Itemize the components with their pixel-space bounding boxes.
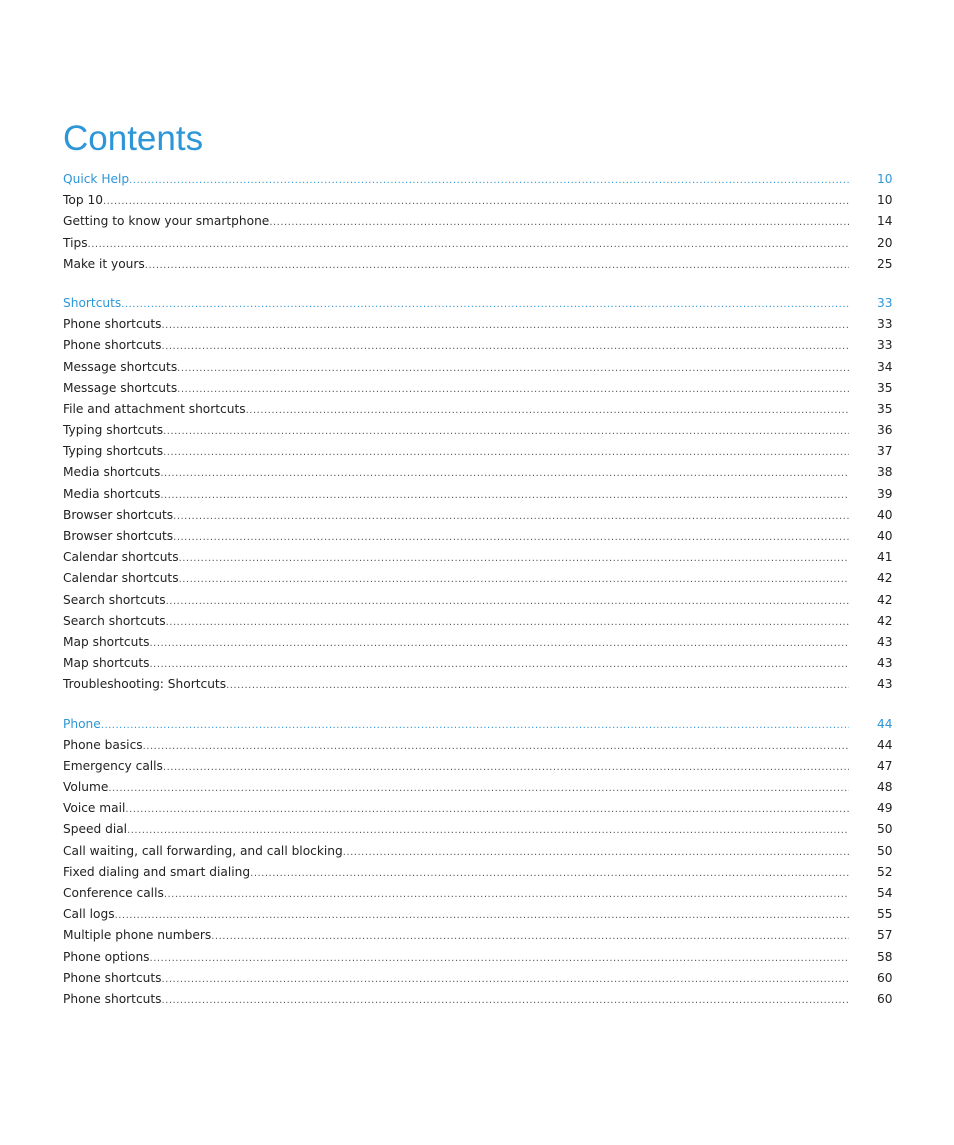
toc-entry-label: Speed dial bbox=[63, 822, 128, 837]
toc-entry[interactable] bbox=[63, 254, 891, 275]
dot-leader bbox=[250, 863, 849, 884]
dot-leader bbox=[343, 842, 849, 863]
toc-entry[interactable] bbox=[63, 756, 891, 777]
dot-leader bbox=[269, 212, 849, 233]
toc-entry[interactable] bbox=[63, 441, 891, 462]
toc-entry-page-number: 35 bbox=[877, 380, 893, 395]
toc-entry-page-number: 34 bbox=[877, 359, 893, 374]
toc-entry-label: Voice mail bbox=[63, 801, 126, 816]
toc-entry-page-number: 60 bbox=[877, 991, 893, 1006]
dot-leader bbox=[101, 715, 849, 736]
toc-entry[interactable] bbox=[63, 462, 891, 483]
toc-entry-page-number: 41 bbox=[877, 550, 893, 565]
toc-entry-label: Top 10 bbox=[63, 193, 103, 208]
dot-leader bbox=[150, 948, 849, 969]
toc-entry[interactable] bbox=[63, 632, 891, 653]
toc-entry[interactable] bbox=[63, 904, 891, 925]
toc-entry-page-number: 57 bbox=[877, 928, 893, 943]
toc-entry-label: Tips bbox=[63, 235, 88, 250]
toc-heading-label: Quick Help bbox=[63, 172, 130, 186]
toc-entry[interactable] bbox=[63, 735, 891, 756]
toc-section bbox=[63, 169, 891, 275]
toc-entry-label: Browser shortcuts bbox=[63, 507, 174, 522]
toc-entry-label: Conference calls bbox=[63, 886, 164, 900]
toc-entry[interactable] bbox=[63, 505, 891, 526]
dot-leader bbox=[127, 820, 849, 841]
toc-entry[interactable] bbox=[63, 819, 891, 840]
toc-entry-label: Phone shortcuts bbox=[63, 970, 162, 985]
dot-leader bbox=[121, 294, 849, 315]
toc-heading-label: Shortcuts bbox=[63, 295, 122, 310]
toc-entry-label: Media shortcuts bbox=[63, 465, 161, 480]
toc-entry[interactable] bbox=[63, 526, 891, 547]
page-title: Contents bbox=[63, 119, 204, 158]
dot-leader bbox=[179, 569, 849, 590]
dot-leader bbox=[173, 527, 849, 548]
toc-section-heading[interactable] bbox=[63, 169, 891, 190]
toc-entry-page-number: 40 bbox=[877, 529, 893, 543]
dot-leader bbox=[145, 255, 849, 276]
toc-entry-page-number: 49 bbox=[877, 801, 893, 816]
toc-entry-page-number: 39 bbox=[877, 486, 893, 501]
dot-leader bbox=[177, 358, 849, 379]
toc-entry-label: Map shortcuts bbox=[63, 634, 150, 649]
toc-entry-page-number: 43 bbox=[877, 656, 893, 671]
toc-entry-label: Search shortcuts bbox=[63, 592, 166, 607]
dot-leader bbox=[162, 990, 850, 1011]
toc-entry-page-number: 37 bbox=[877, 444, 893, 459]
toc-entry-page-number: 42 bbox=[877, 571, 893, 586]
toc-entry[interactable] bbox=[63, 989, 891, 1010]
toc-entry[interactable] bbox=[63, 211, 891, 232]
toc-section-heading[interactable] bbox=[63, 293, 891, 314]
dot-leader bbox=[160, 485, 849, 506]
toc-heading-page-number: 10 bbox=[877, 172, 893, 186]
toc-entry[interactable] bbox=[63, 947, 891, 968]
toc-entry-page-number: 14 bbox=[877, 214, 893, 229]
dot-leader bbox=[246, 400, 849, 421]
toc-entry[interactable] bbox=[63, 925, 891, 946]
toc-entry-label: Calendar shortcuts bbox=[63, 550, 179, 565]
dot-leader bbox=[160, 463, 849, 484]
toc-entry-page-number: 48 bbox=[877, 780, 893, 795]
toc-entry-label: Message shortcuts bbox=[63, 359, 178, 374]
toc-heading-page-number: 44 bbox=[877, 716, 893, 731]
toc-entry-page-number: 58 bbox=[877, 949, 893, 964]
toc-entry-page-number: 47 bbox=[877, 758, 893, 773]
toc-entry-page-number: 43 bbox=[877, 634, 893, 649]
dot-leader bbox=[166, 591, 849, 612]
toc-entry-page-number: 36 bbox=[877, 423, 893, 438]
toc-entry[interactable] bbox=[63, 862, 891, 883]
toc-entry-label: Typing shortcuts bbox=[63, 444, 164, 459]
toc-entry[interactable] bbox=[63, 653, 891, 674]
toc-entry-label: Phone options bbox=[63, 949, 150, 964]
dot-leader bbox=[179, 548, 849, 569]
toc-entry-page-number: 33 bbox=[877, 338, 893, 353]
table-of-contents bbox=[63, 169, 891, 1010]
dot-leader bbox=[88, 234, 849, 255]
dot-leader bbox=[162, 315, 850, 336]
toc-entry[interactable] bbox=[63, 190, 891, 211]
toc-entry-label: Phone shortcuts bbox=[63, 317, 162, 332]
dot-leader bbox=[125, 799, 849, 820]
toc-entry-page-number: 42 bbox=[877, 613, 893, 628]
toc-entry-label: Phone shortcuts bbox=[63, 991, 162, 1006]
toc-entry-page-number: 33 bbox=[877, 317, 893, 332]
dot-leader bbox=[129, 170, 849, 191]
toc-entry-label: File and attachment shortcuts bbox=[63, 401, 246, 416]
dot-leader bbox=[108, 778, 849, 799]
toc-entry[interactable] bbox=[63, 547, 891, 568]
toc-entry[interactable] bbox=[63, 335, 891, 356]
toc-entry-page-number: 35 bbox=[877, 401, 893, 416]
toc-entry-label: Troubleshooting: Shortcuts bbox=[63, 677, 227, 692]
dot-leader bbox=[177, 379, 849, 400]
dot-leader bbox=[162, 336, 850, 357]
toc-entry-page-number: 38 bbox=[877, 465, 893, 480]
toc-entry-page-number: 42 bbox=[877, 592, 893, 607]
dot-leader bbox=[115, 905, 849, 926]
dot-leader bbox=[149, 633, 849, 654]
toc-entry-label: Phone shortcuts bbox=[63, 338, 162, 353]
dot-leader bbox=[164, 884, 849, 905]
toc-entry[interactable] bbox=[63, 798, 891, 819]
toc-entry-label: Browser shortcuts bbox=[63, 529, 174, 543]
toc-section bbox=[63, 293, 891, 696]
toc-entry-label: Phone basics bbox=[63, 737, 143, 752]
dot-leader bbox=[211, 926, 849, 947]
dot-leader bbox=[103, 191, 849, 212]
toc-entry-label: Volume bbox=[63, 780, 109, 795]
toc-entry[interactable] bbox=[63, 777, 891, 798]
toc-entry[interactable] bbox=[63, 674, 891, 695]
toc-entry-label: Search shortcuts bbox=[63, 613, 166, 628]
toc-entry-page-number: 50 bbox=[877, 843, 893, 858]
toc-entry[interactable] bbox=[63, 378, 891, 399]
toc-entry[interactable] bbox=[63, 968, 891, 989]
toc-entry-page-number: 20 bbox=[877, 235, 893, 250]
toc-entry-label: Message shortcuts bbox=[63, 380, 178, 395]
toc-entry[interactable] bbox=[63, 590, 891, 611]
toc-section bbox=[63, 714, 891, 1011]
dot-leader bbox=[166, 612, 849, 633]
toc-entry-page-number: 40 bbox=[877, 507, 893, 522]
dot-leader bbox=[226, 675, 849, 696]
toc-entry-label: Getting to know your smartphone bbox=[63, 214, 270, 229]
toc-entry-label: Calendar shortcuts bbox=[63, 571, 179, 586]
toc-entry[interactable] bbox=[63, 314, 891, 335]
dot-leader bbox=[163, 442, 849, 463]
dot-leader bbox=[163, 421, 849, 442]
toc-entry-page-number: 60 bbox=[877, 970, 893, 985]
toc-entry-label: Emergency calls bbox=[63, 758, 163, 773]
toc-entry-label: Typing shortcuts bbox=[63, 423, 164, 438]
toc-entry-label: Call waiting, call forwarding, and call blocking bbox=[63, 843, 343, 858]
toc-entry[interactable] bbox=[63, 568, 891, 589]
toc-entry-page-number: 10 bbox=[877, 193, 893, 208]
toc-entry[interactable] bbox=[63, 841, 891, 862]
toc-entry-label: Map shortcuts bbox=[63, 656, 150, 671]
dot-leader bbox=[149, 654, 849, 675]
toc-entry[interactable] bbox=[63, 420, 891, 441]
toc-entry[interactable] bbox=[63, 399, 891, 420]
toc-entry-page-number: 52 bbox=[877, 864, 893, 879]
toc-entry-label: Fixed dialing and smart dialing bbox=[63, 864, 251, 879]
toc-entry-label: Call logs bbox=[63, 907, 115, 922]
toc-entry[interactable] bbox=[63, 233, 891, 254]
toc-entry-label: Make it yours bbox=[63, 256, 145, 271]
dot-leader bbox=[173, 506, 849, 527]
dot-leader bbox=[143, 736, 849, 757]
toc-entry-page-number: 54 bbox=[877, 886, 893, 900]
toc-heading-label: Phone bbox=[63, 716, 101, 731]
toc-entry-label: Media shortcuts bbox=[63, 486, 161, 501]
toc-section-heading[interactable] bbox=[63, 714, 891, 735]
dot-leader bbox=[162, 969, 850, 990]
toc-entry-page-number: 44 bbox=[877, 737, 893, 752]
toc-entry-label: Multiple phone numbers bbox=[63, 928, 212, 943]
toc-entry[interactable] bbox=[63, 484, 891, 505]
toc-entry[interactable] bbox=[63, 611, 891, 632]
toc-entry-page-number: 43 bbox=[877, 677, 893, 692]
toc-heading-page-number: 33 bbox=[877, 295, 893, 310]
toc-entry-page-number: 55 bbox=[877, 907, 893, 922]
toc-entry[interactable] bbox=[63, 357, 891, 378]
toc-entry[interactable] bbox=[63, 883, 891, 904]
dot-leader bbox=[163, 757, 849, 778]
toc-entry-page-number: 25 bbox=[877, 256, 893, 271]
toc-entry-page-number: 50 bbox=[877, 822, 893, 837]
